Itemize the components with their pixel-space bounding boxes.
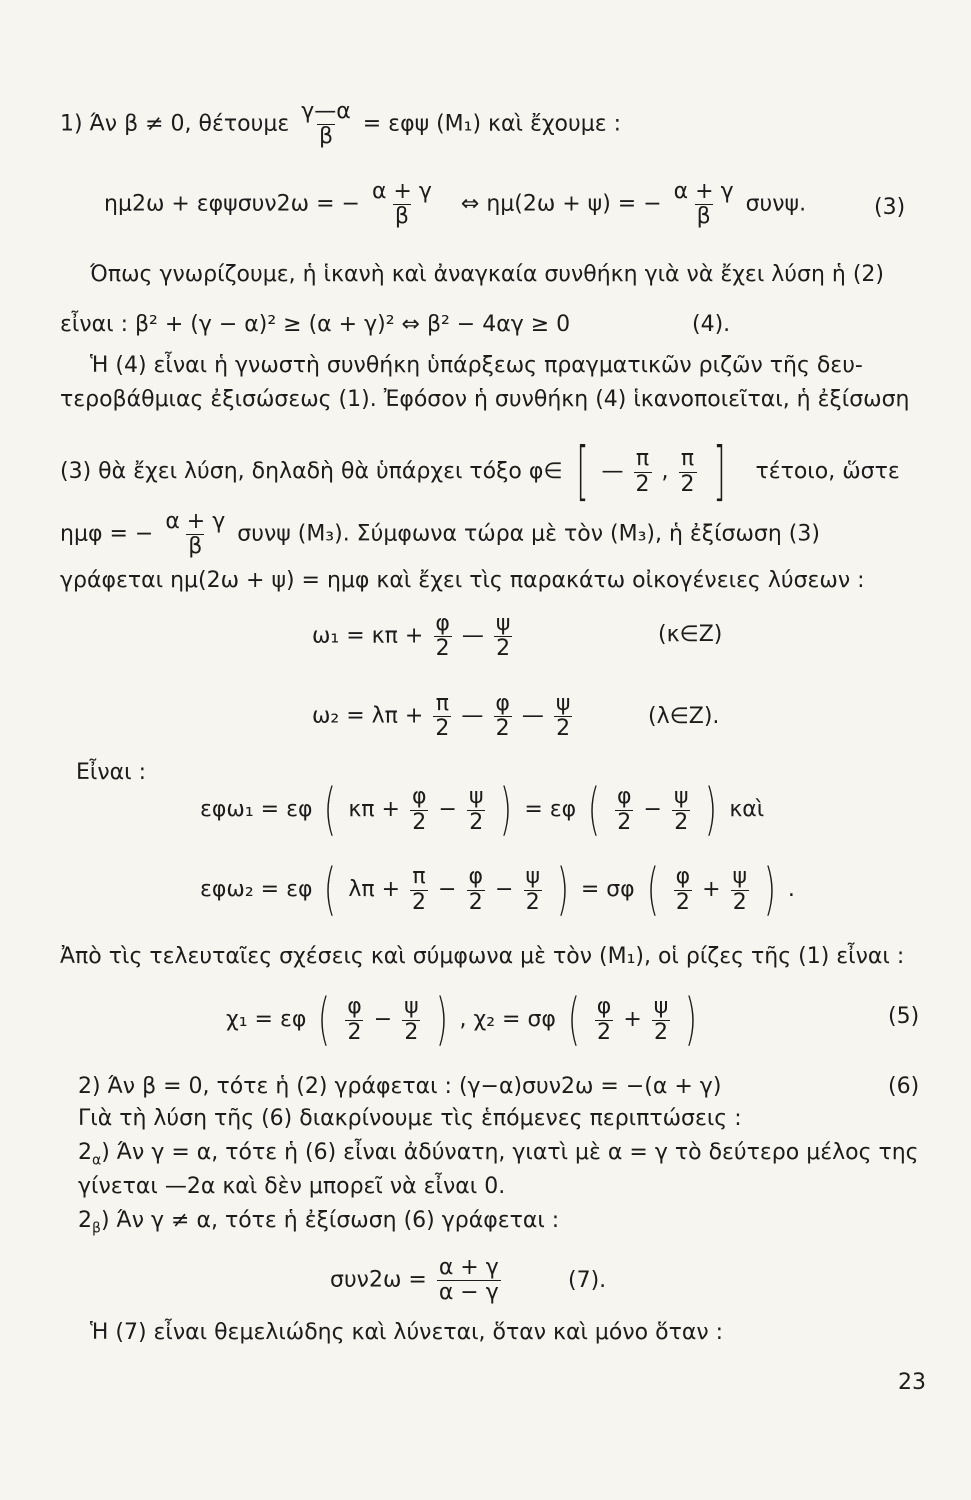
right-paren: ) <box>556 857 569 922</box>
denominator: 2 <box>674 809 689 835</box>
fraction <box>370 180 434 229</box>
minus-sign: − <box>643 797 662 822</box>
paragraph-line: Γιὰ τὴ λύση τῆς (6) διακρίνουμε τὶς ἑπόμενες περιπτώσεις : <box>78 1106 742 1131</box>
minus-sign: — <box>461 623 484 649</box>
numerator: α + γ <box>165 509 226 534</box>
denominator: β <box>318 124 333 150</box>
text-span: τέτοιο, ὥστε <box>755 459 900 484</box>
math-span: ⇔ ημ(2ω + ψ) = − <box>460 191 662 217</box>
fraction <box>163 510 227 559</box>
interval-line <box>60 435 900 509</box>
period: . <box>787 877 795 902</box>
numerator: α + γ <box>673 179 734 204</box>
paragraph-line: Όπως γνωρίζουμε, ἡ ἱκανὴ καὶ ἀναγκαία συνθήκη γιὰ νὰ ἔχει λύση ἡ (2) <box>90 262 884 287</box>
math-span: χ₁ = εφ <box>226 1007 307 1032</box>
math-span: εφω₂ = εφ <box>200 877 313 902</box>
denominator: 2 <box>635 471 650 497</box>
text-span: 2 <box>78 1140 92 1165</box>
minus-sign: — <box>521 703 544 729</box>
equation-tag: (3) <box>874 195 906 220</box>
left-paren: ( <box>324 857 337 922</box>
denominator: 2 <box>412 809 427 835</box>
text-span: = εφψ (M₁) καὶ ἔχουμε : <box>362 111 622 137</box>
numerator: ψ <box>555 691 571 716</box>
denominator: 2 <box>435 716 450 742</box>
text-span: ) Άν γ = α, τότε ἡ (6) εἶναι ἀδύνατη, γιατὶ μὲ α = γ τὸ δεύτερο μέλος της <box>101 1140 919 1165</box>
paragraph-line: Ἡ (4) εἶναι ἡ γνωστὴ συνθήκη ὑπάρξεως πραγματικῶν ριζῶν τῆς δευ- <box>90 353 863 378</box>
denominator: 2 <box>556 716 571 742</box>
numerator: φ <box>411 784 427 810</box>
numerator: ψ <box>404 994 419 1020</box>
minus-sign: — <box>601 459 624 484</box>
case-2a-line <box>78 1140 919 1169</box>
fraction <box>467 785 486 834</box>
subscript: α <box>92 1152 102 1169</box>
numerator: φ <box>468 864 483 890</box>
numerator: ψ <box>673 784 689 810</box>
math-span: συνψ. <box>745 191 807 217</box>
denominator: β <box>696 204 711 230</box>
numerator: ψ <box>732 864 748 890</box>
paragraph-line: εἶναι : β² + (γ − α)² ≥ (α + γ)² ⇔ β² − 4αγ ≥ 0 <box>60 312 571 337</box>
math-span: = εφ <box>524 797 577 822</box>
roots-equation-5 <box>226 987 702 1052</box>
page-number: 23 <box>898 1370 926 1395</box>
math-span: , χ₂ = σφ <box>459 1007 556 1032</box>
fraction <box>299 100 353 149</box>
fraction <box>410 785 429 834</box>
text-span: 1) Άν β ≠ 0, θέτουμε <box>60 111 290 137</box>
minus-sign: − <box>373 1007 393 1032</box>
text-span: καὶ <box>729 797 765 822</box>
denominator: 2 <box>412 889 427 915</box>
paragraph-line: Ἀπὸ τὶς τελευταῖες σχέσεις καὶ σύμφωνα μὲ τὸν (M₁), οἱ ρίζες τῆς (1) εἶναι : <box>60 944 905 969</box>
left-paren: ( <box>318 987 331 1052</box>
numerator: φ <box>495 691 510 716</box>
equation-tag: (4). <box>692 312 731 337</box>
denominator: 2 <box>597 1019 612 1045</box>
minus-sign: — <box>461 703 484 729</box>
denominator: 2 <box>469 809 484 835</box>
numerator: ψ <box>495 611 511 636</box>
right-paren: ) <box>500 777 513 842</box>
fraction <box>494 612 513 661</box>
fraction <box>615 785 634 834</box>
left-bracket: [ <box>575 435 589 509</box>
math-span: λπ + <box>348 877 401 902</box>
equation-tag: (5) <box>888 1004 920 1029</box>
denominator: 2 <box>468 889 483 915</box>
minus-sign: − <box>438 797 457 822</box>
fraction <box>674 865 693 914</box>
fraction <box>672 180 736 229</box>
text-span: (3) θὰ ἔχει λύση, δηλαδὴ θὰ ὑπάρχει τόξο φ∈ <box>60 459 563 484</box>
denominator: 2 <box>404 1019 419 1045</box>
paragraph-line: τεροβάθμιας ἐξισώσεως (1). Ἐφόσον ἡ συνθήκη (4) ἱκανοποιεῖται, ἡ ἐξίσωση <box>60 387 910 412</box>
denominator: 2 <box>654 1019 668 1045</box>
math-span: κπ + <box>348 797 400 822</box>
case-2b-line <box>78 1208 559 1237</box>
omega-2-equation <box>312 692 575 741</box>
fraction <box>679 447 697 496</box>
denominator: 2 <box>732 889 747 915</box>
fraction <box>672 785 691 834</box>
condition-label: (λ∈Z). <box>648 704 720 729</box>
minus-sign: − <box>438 877 457 902</box>
fraction <box>402 995 421 1044</box>
right-paren: ) <box>685 987 698 1052</box>
right-paren: ) <box>435 987 448 1052</box>
paragraph-line: γράφεται ημ(2ω + ψ) = ημφ καὶ ἔχει τὶς παρακάτω οἰκογένειες λύσεων : <box>60 568 865 593</box>
numerator: ψ <box>653 994 669 1020</box>
condition-label: (κ∈Z) <box>658 622 723 647</box>
numerator: π <box>680 446 695 472</box>
numerator: ψ <box>468 784 484 810</box>
left-paren: ( <box>567 987 580 1052</box>
fraction <box>595 995 614 1044</box>
equation-7 <box>330 1256 504 1305</box>
text-label: Εἶναι : <box>76 760 146 785</box>
numerator: φ <box>347 994 362 1020</box>
denominator: 2 <box>435 636 450 662</box>
right-paren: ) <box>705 777 718 842</box>
denominator: 2 <box>525 889 540 915</box>
fraction <box>554 692 573 741</box>
denominator: 2 <box>495 716 510 742</box>
numerator: π <box>635 446 650 472</box>
numerator: φ <box>596 994 612 1020</box>
equation-tag: (6) <box>888 1074 920 1099</box>
fraction <box>466 865 485 914</box>
numerator: π <box>412 864 426 890</box>
paragraph-line: γίνεται —2α καὶ δὲν μπορεῖ νὰ εἶναι 0. <box>78 1174 506 1199</box>
denominator: β <box>394 204 409 230</box>
denominator: 2 <box>347 1019 362 1045</box>
numerator: α + γ <box>438 1255 499 1280</box>
fraction <box>433 612 452 661</box>
minus-sign: − <box>495 877 514 902</box>
fraction <box>652 995 671 1044</box>
denominator: 2 <box>680 471 695 497</box>
tan-omega-1-equation <box>200 777 765 842</box>
fraction <box>523 865 542 914</box>
fraction <box>437 1256 501 1305</box>
math-span: = σφ <box>580 877 635 902</box>
fraction <box>493 692 512 741</box>
plus-sign: + <box>702 877 721 902</box>
denominator: β <box>188 534 203 560</box>
fraction <box>731 865 750 914</box>
subscript: β <box>92 1220 101 1237</box>
math-span: ω₂ = λπ + <box>312 703 424 729</box>
right-paren: ) <box>763 857 776 922</box>
fraction <box>433 692 451 741</box>
equation-3 <box>104 180 806 229</box>
denominator: 2 <box>617 809 632 835</box>
plus-sign: + <box>623 1007 642 1032</box>
math-span: ω₁ = κπ + <box>312 623 424 649</box>
equation-tag: (7). <box>568 1268 607 1293</box>
left-paren: ( <box>646 857 659 922</box>
omega-1-equation <box>312 612 515 661</box>
numerator: π <box>435 691 449 716</box>
numerator: φ <box>435 611 450 636</box>
right-bracket: ] <box>712 435 726 509</box>
math-span: εφω₁ = εφ <box>200 797 313 822</box>
comma: , <box>661 459 669 484</box>
fraction <box>345 995 364 1044</box>
fraction <box>634 447 652 496</box>
text-span: ) Άν γ ≠ α, τότε ἡ ἐξίσωση (6) γράφεται : <box>100 1208 560 1233</box>
math-span: ημ2ω + εφψσυν2ω = − <box>104 191 360 217</box>
numerator: φ <box>617 784 632 810</box>
tan-omega-2-equation <box>200 857 795 922</box>
text-span: 2 <box>78 1208 92 1233</box>
numerator: α + γ <box>371 179 432 204</box>
numerator: φ <box>675 864 691 890</box>
denominator: 2 <box>496 636 511 662</box>
numerator: ψ <box>525 864 540 890</box>
left-paren: ( <box>324 777 337 842</box>
math-span: συν2ω = <box>330 1267 427 1293</box>
fraction <box>410 865 428 914</box>
denominator: 2 <box>675 889 690 915</box>
paragraph-line: Ἡ (7) εἶναι θεμελιώδης καὶ λύνεται, ὅταν καὶ μόνο ὅταν : <box>90 1320 724 1345</box>
paragraph-line: 2) Άν β = 0, τότε ἡ (2) γράφεται : (γ−α)συν2ω = −(α + γ) <box>78 1074 722 1099</box>
left-paren: ( <box>588 777 601 842</box>
math-span: ημφ = − <box>60 521 154 547</box>
text-span: συνψ (M₃). Σύμφωνα τώρα μὲ τὸν (M₃), ἡ ἐξίσωση (3) <box>237 521 820 547</box>
denominator: α − γ <box>438 1280 499 1306</box>
sin-phi-line <box>60 510 820 559</box>
numerator: γ—α <box>301 99 351 124</box>
case-1-definition <box>60 100 621 149</box>
